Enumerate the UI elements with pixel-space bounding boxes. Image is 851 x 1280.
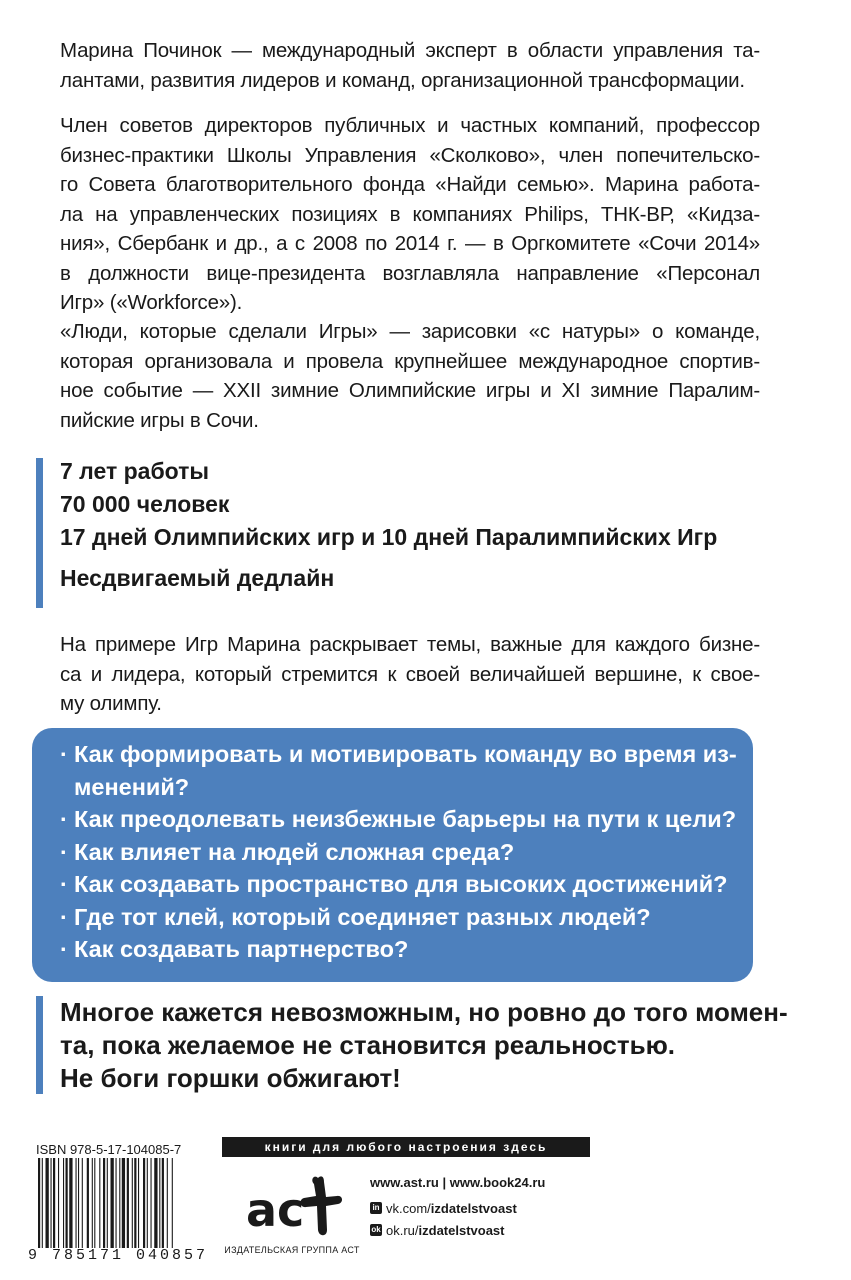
bullet-icon: · bbox=[60, 741, 68, 767]
question-item bbox=[60, 901, 760, 934]
ok-link[interactable] bbox=[370, 1220, 517, 1240]
question-text: Как преодолевать неизбежные барьеры на пути к цели? bbox=[74, 806, 737, 832]
question-text-continued: менений? bbox=[74, 773, 190, 800]
text-line: бизнес-практики Школы Управления «Сколково», член попечительско- bbox=[60, 143, 760, 167]
barcode-icon bbox=[36, 1158, 214, 1248]
quote-line: Многое кажется невозможным, но ровно до того момен- bbox=[60, 997, 788, 1027]
contact-links bbox=[370, 1174, 546, 1240]
text-line: са и лидера, который стремится к своей величайшей вершине, к свое- bbox=[60, 662, 760, 686]
fact-days: 17 дней Олимпийских игр и 10 дней Паралимпийских Игр bbox=[60, 524, 718, 550]
text-line: го Совета благотворительного фонда «Найди семью». Марина работа- bbox=[60, 173, 760, 196]
text-line: Игр» («Workforce»). bbox=[60, 291, 243, 314]
vk-handle: izdatelstvoast bbox=[430, 1200, 517, 1216]
text-line: лантами, развития лидеров и команд, организационной трансформации. bbox=[60, 68, 745, 92]
quote-accent-bar bbox=[36, 996, 43, 1094]
bullet-icon: · bbox=[60, 903, 68, 930]
question-text: Где тот клей, который соединяет разных людей? bbox=[74, 903, 651, 930]
question-text: Как формировать и мотивировать команду во время из- bbox=[74, 741, 737, 767]
bio-paragraph-3 bbox=[60, 317, 760, 435]
logo-text: ac bbox=[246, 1183, 305, 1237]
bio-paragraph-2 bbox=[60, 111, 760, 318]
question-text: Как влияет на людей сложная среда? bbox=[74, 838, 515, 865]
text-line: в должности вице-президента возглавляла направление «Персонал bbox=[60, 261, 760, 285]
ok-icon: ok bbox=[371, 1225, 381, 1234]
text-line: На примере Игр Марина раскрывает темы, важные для каждого бизне- bbox=[60, 633, 760, 656]
isbn-label: ISBN 978-5-17-104085-7 bbox=[36, 1142, 182, 1157]
link-separator: | bbox=[438, 1174, 450, 1190]
question-item bbox=[60, 836, 760, 869]
facts-accent-bar bbox=[36, 458, 43, 608]
text-line: ния», Сбербанк и др., а с 2008 по 2014 г. — в Оргкомитете «Сочи 2014» bbox=[60, 232, 760, 255]
question-item bbox=[60, 738, 760, 803]
text-line: «Люди, которые сделали Игры» — зарисовки «с натуры» о команде, bbox=[60, 320, 760, 343]
closing-quote bbox=[60, 996, 788, 1095]
vk-link[interactable] bbox=[370, 1198, 517, 1218]
text-line: которая организовала и провела крупнейшее международное спортив- bbox=[60, 349, 760, 373]
question-text: Как создавать пространство для высоких достижений? bbox=[74, 871, 728, 897]
ast-logo-icon bbox=[226, 1170, 356, 1240]
fact-people: 70 000 человек bbox=[60, 491, 230, 517]
fact-deadline: Несдвигаемый дедлайн bbox=[60, 565, 335, 591]
question-text: Как создавать партнерство? bbox=[74, 936, 409, 962]
barcode-digits: 9 785171 040857 bbox=[28, 1247, 209, 1264]
bullet-icon: · bbox=[60, 871, 68, 897]
text-line: Марина Починок — международный эксперт в области управления та- bbox=[60, 39, 760, 62]
ok-handle: izdatelstvoast bbox=[418, 1222, 505, 1238]
quote-line: та, пока желаемое не становится реальностью. bbox=[60, 1030, 676, 1060]
bullet-icon: · bbox=[60, 806, 68, 832]
slogan-banner: книги для любого настроения здесь bbox=[222, 1137, 590, 1157]
text-line: Член советов директоров публичных и частных компаний, профессор bbox=[60, 114, 760, 137]
site-link-book24[interactable]: www.book24.ru bbox=[449, 1174, 546, 1190]
question-item bbox=[60, 868, 760, 901]
publisher-label: ИЗДАТЕЛЬСКАЯ ГРУППА АСТ bbox=[224, 1245, 360, 1255]
website-links bbox=[370, 1172, 545, 1192]
bullet-icon: · bbox=[60, 936, 68, 962]
text-line: му олимпу. bbox=[60, 692, 162, 715]
text-line: ла на управленческих позициях в компаниях Philips, ТНК-ВР, «Кидза- bbox=[60, 202, 760, 226]
vk-prefix: vk.com/ bbox=[386, 1200, 431, 1216]
text-line: ное событие — XXII зимние Олимпийские игры и XI зимние Паралим- bbox=[60, 379, 760, 402]
vk-icon: in bbox=[370, 1202, 382, 1214]
site-link-ast[interactable]: www.ast.ru bbox=[370, 1174, 439, 1190]
question-item bbox=[60, 933, 760, 966]
facts-block bbox=[60, 455, 820, 595]
question-item bbox=[60, 803, 760, 836]
fact-years: 7 лет работы bbox=[60, 458, 210, 484]
bullet-icon: · bbox=[60, 838, 68, 865]
ok-prefix: ok.ru/ bbox=[386, 1222, 419, 1238]
questions-list bbox=[60, 738, 760, 966]
text-line: пийские игры в Сочи. bbox=[60, 408, 259, 432]
quote-line: Не боги горшки обжигают! bbox=[60, 1063, 401, 1093]
intro-paragraph bbox=[60, 630, 760, 719]
bio-paragraph-1 bbox=[60, 36, 760, 95]
